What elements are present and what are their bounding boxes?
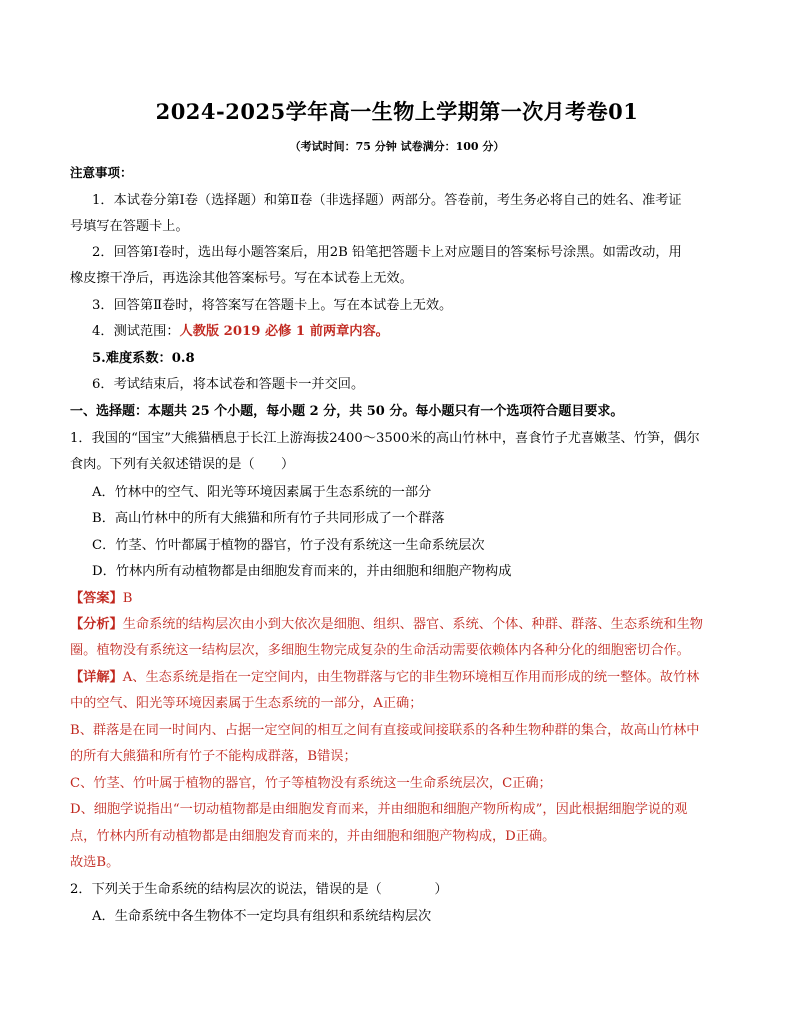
q1-analysis-a — [70, 616, 726, 634]
notice-item-4 — [92, 323, 748, 341]
q1-detail-c: C、竹茎、竹叶属于植物的器官，竹子等植物没有系统这一生命系统层次，C正确； — [70, 776, 552, 791]
q1-option-b: B．高山竹林中的所有大熊猫和所有竹子共同形成了一个群落 — [92, 511, 445, 526]
notice-item-2b: 橡皮擦干净后，再选涂其他答案标号。写在本试卷上无效。 — [70, 271, 413, 286]
q2-stem: 2．下列关于生命系统的结构层次的说法，错误的是（ ） — [70, 882, 448, 897]
detail-tag: 【详解】 — [70, 670, 123, 685]
section-heading: 一、选择题：本题共 25 个小题，每小题 2 分，共 50 分。每小题只有一个选项符合题目要求。 — [70, 404, 624, 419]
q1-detail-d1: D、细胞学说指出“一切动植物都是由细胞发育而来，并由细胞和细胞产物所构成”，因此根据细胞学说的观 — [70, 802, 688, 817]
q1-option-c: C．竹茎、竹叶都属于植物的器官，竹子没有系统这一生命系统层次 — [92, 538, 485, 553]
q1-detail-d2: 点，竹林内所有动植物都是由细胞发育而来的，并由细胞和细胞产物构成，D正确。 — [70, 829, 556, 844]
q1-detail-b1: B、群落是在同一时间内、占据一定空间的相互之间有直接或间接联系的各种生物种群的集合，故高山竹林中 — [70, 723, 700, 738]
q1-detail-b2: 的所有大熊猫和所有竹子不能构成群落，B错误； — [70, 749, 357, 764]
q1-conclusion: 故选B。 — [70, 855, 120, 870]
notice-item-1b: 号填写在答题卡上。 — [70, 219, 189, 234]
notice-item-2a: 2．回答第Ⅰ卷时，选出每小题答案后，用2B 铅笔把答题卡上对应题目的答案标号涂黑。如需改动，用 — [92, 245, 682, 260]
exam-meta: （考试时间：75 分钟 试卷满分：100 分） — [289, 140, 505, 153]
q1-answer — [70, 590, 726, 608]
q1-detail-a1 — [70, 669, 726, 687]
page-title: 2024-2025学年高一生物上学期第一次月考卷01 — [155, 99, 639, 124]
answer-tag: 【答案】 — [70, 591, 123, 606]
notice-item-3: 3．回答第Ⅱ卷时，将答案写在答题卡上。写在本试卷上无效。 — [92, 298, 453, 313]
notice-item-5: 5.难度系数：0.8 — [92, 351, 195, 366]
notice-heading: 注意事项： — [70, 165, 133, 180]
notice-item-6: 6．考试结束后，将本试卷和答题卡一并交回。 — [92, 377, 365, 392]
answer-value: B — [122, 591, 133, 606]
q1-option-d: D．竹林内所有动植物都是由细胞发育而来的，并由细胞和细胞产物构成 — [92, 564, 512, 579]
notice-item-1a: 1．本试卷分第Ⅰ卷（选择题）和第Ⅱ卷（非选择题）两部分。答卷前，考生务必将自己的姓名、准考证 — [92, 193, 682, 208]
q1-analysis-b: 圈。植物没有系统这一结构层次，多细胞生物完成复杂的生命活动需要依赖体内各种分化的细胞密切合作。 — [70, 643, 690, 658]
q1-stem-a: 1．我国的“国宝”大熊猫栖息于长江上游海拔2400～3500米的高山竹林中，喜食竹子尤喜嫩茎、竹笋，偶尔 — [70, 431, 700, 446]
q2-option-a: A．生命系统中各生物体不一定均具有组织和系统结构层次 — [92, 909, 432, 924]
q1-detail-a2: 中的空气、阳光等环境因素属于生态系统的一部分，A正确； — [70, 696, 423, 711]
notice-item-4-scope: 人教版 2019 必修 1 前两章内容。 — [179, 324, 389, 339]
q1-option-a: A．竹林中的空气、阳光等环境因素属于生态系统的一部分 — [92, 485, 432, 500]
analysis-text-a: 生命系统的结构层次由小到大依次是细胞、组织、器官、系统、个体、种群、群落、生态系统和生物 — [122, 617, 703, 632]
analysis-tag: 【分析】 — [70, 617, 123, 632]
detail-text-a1: A、生态系统是指在一定空间内，由生物群落与它的非生物环境相互作用而形成的统一整体。故竹林 — [122, 670, 700, 685]
q1-stem-b: 食肉。下列有关叙述错误的是（ ） — [70, 457, 295, 472]
notice-item-4-prefix: 4．测试范围： — [92, 324, 180, 339]
